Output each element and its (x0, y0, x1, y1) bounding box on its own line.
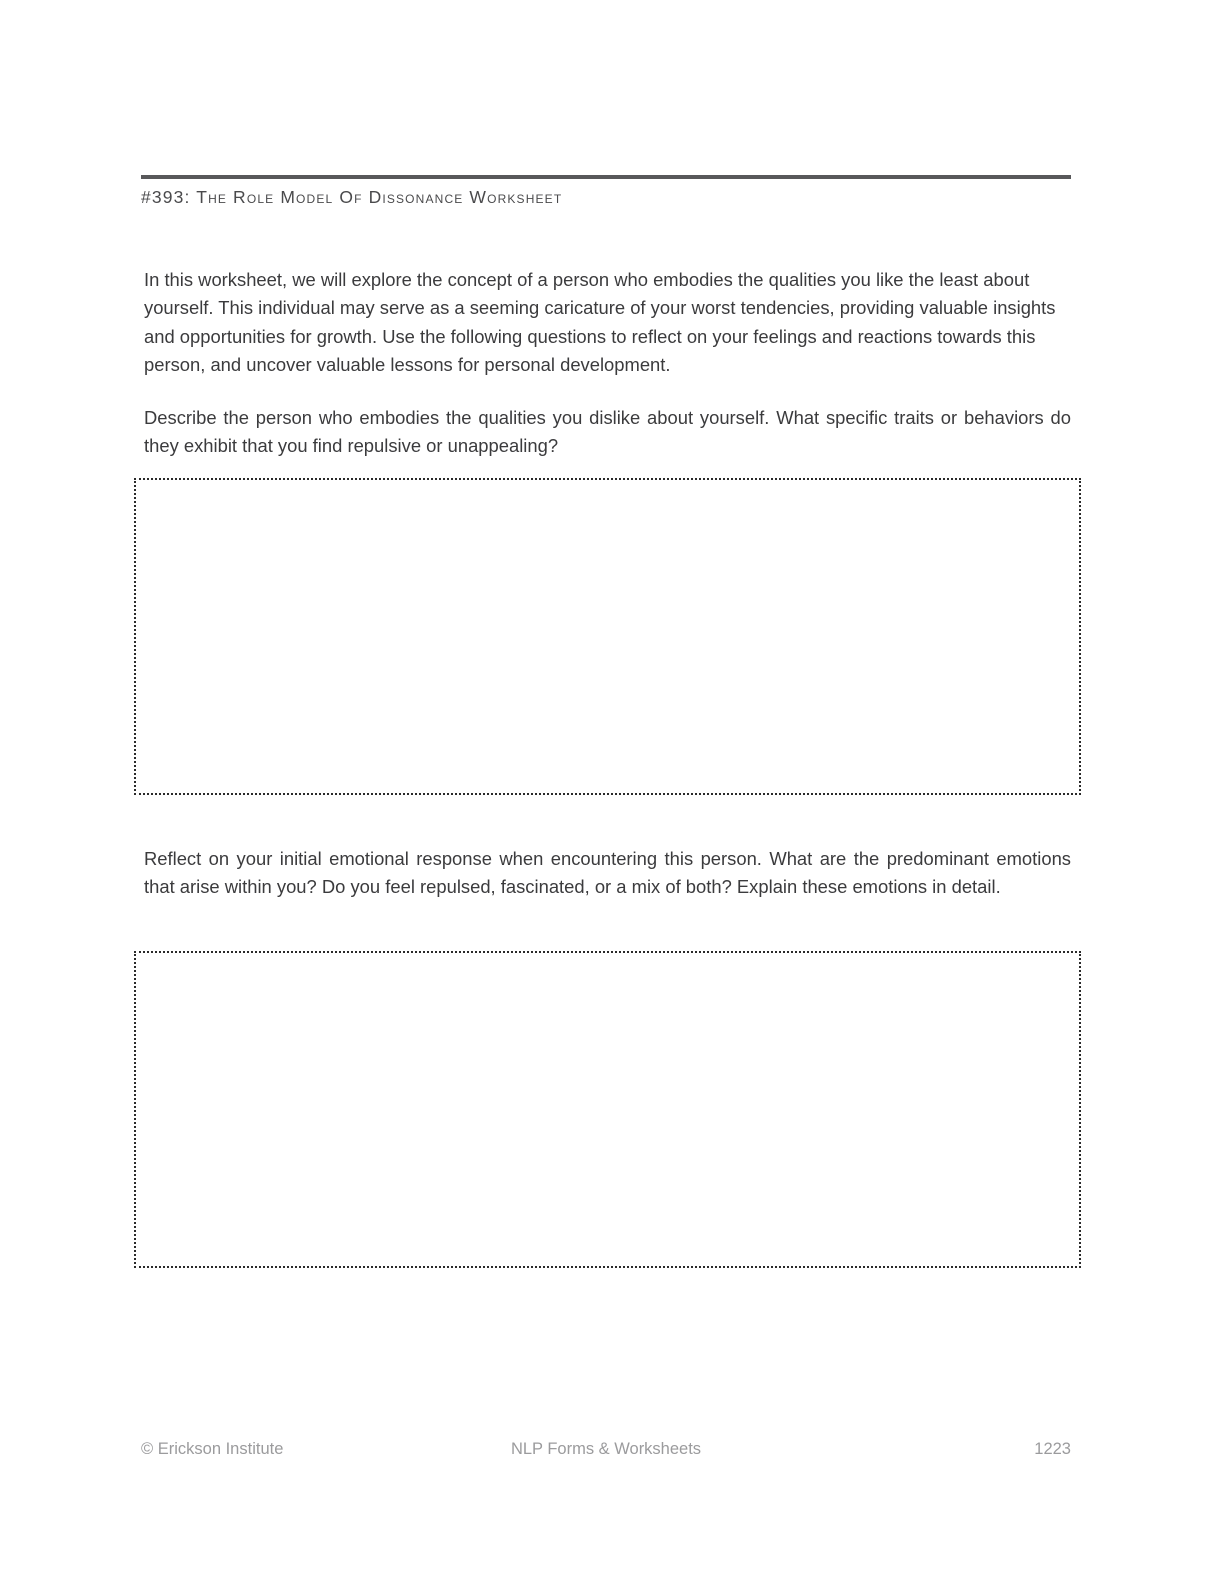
question-2-prompt: Reflect on your initial emotional response when encountering this person. What are the predominant emotions that arise within you? Do you feel repulsed, fascinated, or a mix of both? Explain these emotions in detail. (144, 848, 1071, 898)
answer-field-2[interactable] (134, 951, 1081, 1268)
footer-copyright: © Erickson Institute (141, 1440, 284, 1458)
footer-page-number: 1223 (1034, 1440, 1071, 1458)
page-footer (141, 1436, 1071, 1462)
header-divider-rule (141, 175, 1071, 179)
question-1-prompt: Describe the person who embodies the qualities you dislike about yourself. What specific traits or behaviors do they exhibit that you find repulsive or unappealing? (144, 407, 1071, 457)
page-title: #393: The Role Model Of Dissonance Worksheet (141, 187, 563, 207)
answer-field-1[interactable] (134, 478, 1081, 795)
footer-collection-title: NLP Forms & Worksheets (510, 1440, 702, 1458)
intro-paragraph: In this worksheet, we will explore the concept of a person who embodies the qualities you like the least about yourself. This individual may serve as a seeming caricature of your worst tendencies, providing valuable insights and opportunities for growth. Use the following questions to reflect on your feelings and reactions towards this person, and uncover valuable lessons for personal development. (144, 269, 1056, 375)
